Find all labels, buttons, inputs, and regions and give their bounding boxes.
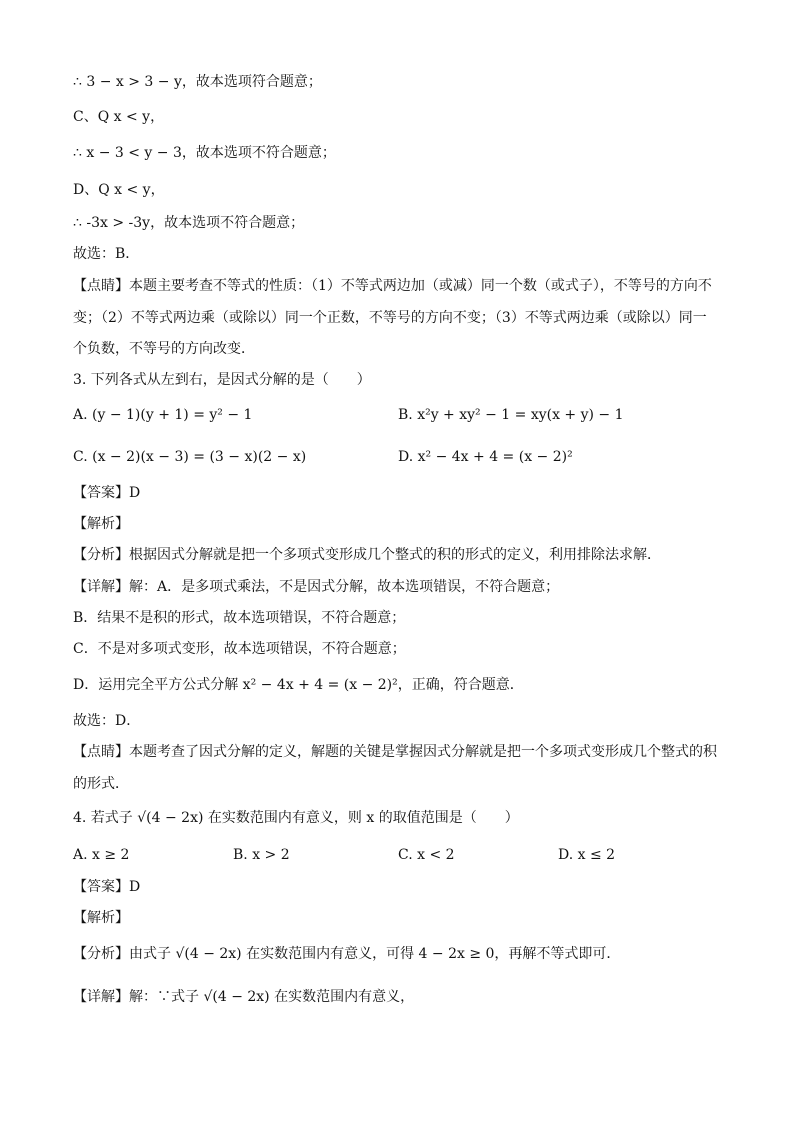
detail-text: 【详解】解：A．是多项式乘法，不是因式分解，故本选项错误，不符合题意； bbox=[73, 579, 560, 595]
detail-text: B．结果不是积的形式，故本选项错误，不符合题意； bbox=[73, 610, 406, 626]
question-4-option-a: A. x ≥ 2 bbox=[73, 847, 130, 863]
note-paragraph-line: 的形式． bbox=[73, 776, 129, 792]
question-3-option-b: B. x²y + xy² − 1 = xy(x + y) − 1 bbox=[398, 407, 624, 423]
answer-label: 【答案】D bbox=[73, 879, 141, 895]
text-line: ∴ -3x > -3y，故本选项不符合题意； bbox=[73, 215, 305, 231]
question-3-stem: 3. 下列各式从左到右，是因式分解的是（ ） bbox=[73, 372, 371, 388]
question-4-option-b: B. x > 2 bbox=[233, 847, 290, 863]
analysis-label: 【解析】 bbox=[73, 516, 129, 532]
text-line: ∴ x − 3 < y − 3，故本选项不符合题意； bbox=[73, 145, 336, 161]
text-line: C、Q x < y， bbox=[73, 109, 165, 125]
conclusion-text: 故选：D． bbox=[73, 713, 141, 729]
text-line: D、Q x < y， bbox=[73, 182, 165, 198]
analysis-label: 【解析】 bbox=[73, 910, 129, 926]
note-paragraph-line: 【点睛】本题考查了因式分解的定义，解题的关键是掌握因式分解就是把一个多项式变形成几个整式的积 bbox=[73, 744, 717, 760]
answer-label: 【答案】D bbox=[73, 485, 141, 501]
text-line: 故选：B． bbox=[73, 246, 140, 262]
analysis-text: 【分析】根据因式分解就是把一个多项式变形成几个整式的积的形式的定义，利用排除法求解． bbox=[73, 547, 661, 563]
question-4-option-c: C. x < 2 bbox=[398, 847, 455, 863]
note-paragraph-line: 变；（2）不等式两边乘（或除以）同一个正数，不等号的方向不变；（3）不等式两边乘（或除以）同一 bbox=[73, 310, 707, 326]
note-paragraph-line: 【点睛】本题主要考查不等式的性质：（1）不等式两边加（或减）同一个数（或式子），不等号的方向不 bbox=[73, 278, 712, 294]
text-line: ∴ 3 − x > 3 − y，故本选项符合题意； bbox=[73, 74, 322, 90]
detail-text: D．运用完全平方公式分解 x² − 4x + 4 = (x − 2)²，正确，符合题意． bbox=[73, 677, 524, 693]
question-3-option-d: D. x² − 4x + 4 = (x − 2)² bbox=[398, 449, 573, 465]
question-4-option-d: D. x ≤ 2 bbox=[558, 847, 616, 863]
question-4-stem: 4. 若式子 √(4 − 2x) 在实数范围内有意义，则 x 的取值范围是（ ） bbox=[73, 810, 519, 826]
note-paragraph-line: 个负数，不等号的方向改变． bbox=[73, 341, 255, 357]
detail-text: 【详解】解：∵式子 √(4 − 2x) 在实数范围内有意义， bbox=[73, 989, 415, 1005]
detail-text: C．不是对多项式变形，故本选项错误，不符合题意； bbox=[73, 641, 406, 657]
analysis-text: 【分析】由式子 √(4 − 2x) 在实数范围内有意义，可得 4 − 2x ≥ 0，再解不等式即可． bbox=[73, 946, 621, 962]
question-3-option-a: A. (y − 1)(y + 1) = y² − 1 bbox=[73, 407, 253, 423]
question-3-option-c: C. (x − 2)(x − 3) = (3 − x)(2 − x) bbox=[73, 449, 307, 465]
